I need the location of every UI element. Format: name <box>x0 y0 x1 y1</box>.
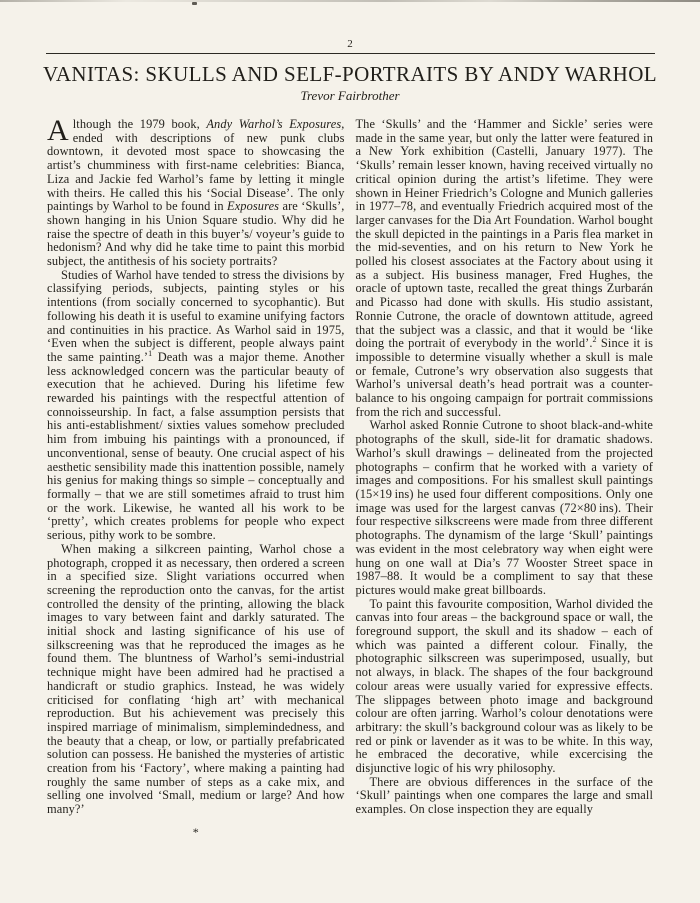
scan-speck-artifact <box>192 2 197 5</box>
paragraph: Warhol asked Ronnie Cutrone to shoot black-and-white photographs of the skull, side-lit for dramatic shadows. Warhol’s skull drawings – delineated from the projected photographs – confirm that he worked with a variety of images and compositions. For his smallest skull paintings (15×19 ins) he used four different compositions. Only one image was used for the largest canvas (72×80 ins). Their four respective silkscreens were made from three different photographs. The dynamism of the large ‘Skull’ paintings was evident in the most celebratory way when eight were hung on one wall at Dia’s 77 Wooster Street space in 1987–88. It would be a compliment to say that these pictures would make great billboards. <box>355 418 653 597</box>
article-body <box>0 114 700 840</box>
paragraph: To paint this favourite composition, Warhol divided the canvas into four areas – the background space or wall, the foreground support, the skull and its shadow – each of which was painted a different colour. Finally, the photographic silkscreen was superimposed, usually, but not always, in black. The shapes of the four background colour areas were usually varied for expressive effects. The slippages between photo image and background colour are often jarring. Warhol’s colour denotations were arbitrary: the skull’s background colour was as likely to be red or pink or lavender as it was to be white. In this way, he embraced the decorative, while excercising the disjunctive logic of his wry philosophy. <box>355 596 653 776</box>
footnote-reference: 1 <box>148 348 153 358</box>
paragraph: Studies of Warhol have tended to stress the divisions by classifying periods, subjects, painting styles or his intentions (from socially concerned to sycophantic). But following his death it is useful to examine unifying factors and continuities in his practice. As Warhol said in 1975, ‘Even when the subject is different, people always paint the same painting.’$^1$ Death was a major theme. Another less acknowledged concern was the particular beauty of execution that he achieved. During his lifetime few rewarded his paintings with the respectful attention of connoisseurship. In fact, a false assumption persists that his anti-establishment/ sixties values somehow precluded him from imbuing his paintings with a pronounced, if unconventional, sense of beauty. One crucial aspect of his aesthetic sensibility made this inattention possible, namely his genius for making things so simple – conceptually and formally – that we are still sometimes afraid to trust him or the work. Likewise, he wanted all his work to be ‘pretty’, which creates problems for people who expect serious, pithy work to be sombre. <box>47 267 345 543</box>
section-break-mark: * <box>192 824 199 839</box>
scan-edge-artifact <box>0 0 700 2</box>
paragraph: The ‘Skulls’ and the ‘Hammer and Sickle’ series were made in the same year, but only the latter were featured in a New York exhibition (Castelli, January 1977). The ‘Skulls’ remain lesser known, having received virtually no critical opinion during the artist’s lifetime. They were shown in Heiner Friedrich’s Cologne and Munich galleries in 1977–78, and eventually Friedrich acquired most of the larger canvases for the Dia Art Foundation. Warhol bought the skull depicted in the paintings in a Paris flea market in the mid-seventies, and on his return to New York he polled his closest associates at the Factory about using it as a subject. His business manager, Fred Hughes, the oracle of uptown taste, recalled the great things Zurbarán and Picasso had done with skulls. His studio assistant, Ronnie Cutrone, the oracle of downtown attitude, agreed that the subject was a classic, and that it would be ‘like doing the portrait of everybody in the world’.$^2$ Since it is impossible to determine visually whether a skull is male or female, Cutrone’s wry observation also suggests that Warhol’s universal death’s head portrait was a counter-balance to his ongoing campaign for portrait commissions from the rich and successful. <box>355 117 654 419</box>
article-author: Trevor Fairbrother <box>300 88 400 103</box>
page-number: 2 <box>347 38 353 50</box>
footnote-reference: 2 <box>592 335 597 345</box>
article-title: VANITAS: SKULLS AND SELF-PORTRAITS BY ANDY WARHOL <box>42 62 658 86</box>
article-header <box>0 0 700 103</box>
paragraph: Although the 1979 book, Andy Warhol’s Exposures, ended with descriptions of new punk clubs downtown, it devoted most space to showcasing the artist’s chumminess with first-name celebrities: Bianca, Liza and Jackie fed Warhol’s fame by letting it mingle with theirs. He called this his ‘Social Disease’. The only paintings by Warhol to be found in Exposures are ‘Skulls’, shown hanging in his Union Square studio. Why did he raise the spectre of death in this buyer’s/ voyeur’s guide to hedonism? And why did he take time to paint this morbid subject, the antithesis of his society portraits? <box>47 114 345 269</box>
header-rule <box>46 53 655 54</box>
left-column <box>47 114 345 840</box>
paragraph: There are obvious differences in the surface of the ‘Skull’ paintings when one compares the large and small examples. On close inspection they are equally <box>355 774 653 817</box>
paragraph: When making a silkcreen painting, Warhol chose a photograph, cropped it as necessary, then ordered a screen in a specified size. Slight variations occurred when screening the reproduction onto the canvas, for the artist controlled the density of the printing, allowing the black images to vary between faint and darkly saturated. The initial shock and lasting significance of his use of silkscreening was that he reproduced the images as he found them. The bluntness of Warhol’s semi-industrial technique might have been admired had he practised a handicraft or studio graphics. Instead, he was widely criticised for conflating ‘high art’ with mechanical reproduction. But his achievement was precisely this inspired marriage of minimalism, simplemindedness, and the beauty that a cheap, or low, or partially prefabricated solution can possess. He banished the mysteries of artistic creation from his ‘Factory’, where making a painting had roughly the same number of steps as a cake mix, and selling one involved ‘Small, medium or large? And how many?’ <box>47 541 345 817</box>
drop-cap: A <box>47 114 69 147</box>
right-column <box>356 118 654 840</box>
